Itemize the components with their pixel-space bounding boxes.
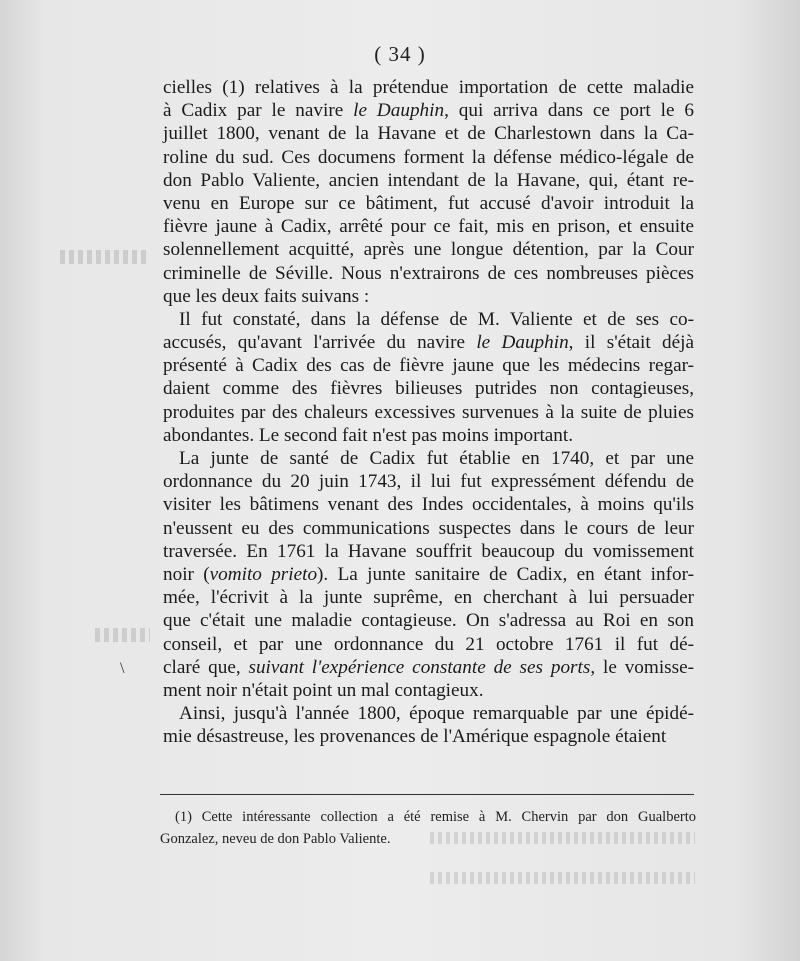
text-line: solennellement acquitté, après une longue détention, par la Cour — [163, 239, 694, 261]
text-line: daient comme des fièvres bilieuses putrides non contagieuses, — [163, 378, 694, 400]
text-line: criminelle de Séville. Nous n'extrairons de ces nombreuses pièces — [163, 262, 694, 284]
text-line: ordonnance du 20 juin 1743, il lui fut expressément défendu de — [163, 471, 694, 493]
show-through-texture — [430, 872, 695, 884]
text-line: venu en Europe sur ce bâtiment, fut accusé d'avoir introduit la — [163, 192, 694, 214]
text-line: que c'était une maladie contagieuse. On s'adressa au Roi en son — [163, 610, 694, 632]
text-line: à Cadix par le navire le Dauphin, qui arriva dans ce port le 6 — [163, 100, 694, 122]
text-line: roline du sud. Ces documens forment la défense médico-légale de — [163, 146, 694, 168]
text-line: claré que, suivant l'expérience constante de ses ports, le vomisse- — [163, 656, 694, 678]
text-line: traversée. En 1761 la Havane souffrit beaucoup du vomissement — [163, 540, 694, 562]
text-line: Ainsi, jusqu'à l'année 1800, époque remarquable par une épidé- — [179, 703, 694, 725]
text-line: n'eussent eu des communications suspectes dans le cours de leur — [163, 517, 694, 539]
text-line: ment noir n'était point un mal contagieux. — [163, 679, 484, 701]
body-text — [163, 76, 694, 748]
margin-mark: \ — [120, 660, 125, 677]
footnote — [160, 806, 696, 850]
text-line: accusés, qu'avant l'arrivée du navire le Dauphin, il s'était déjà — [163, 332, 694, 354]
text-line: noir (vomito prieto). La junte sanitaire de Cadix, en étant infor- — [163, 563, 694, 585]
italic-text: le Dauphin — [476, 332, 569, 354]
italic-text: suivant l'expérience constante de ses ports — [248, 656, 591, 678]
show-through-texture — [95, 628, 150, 642]
text-line: mie désastreuse, les provenances de l'Amérique espagnole étaient — [163, 726, 667, 748]
show-through-texture — [60, 250, 150, 264]
text-line: présenté à Cadix des cas de fièvre jaune que les médecins regar- — [163, 355, 694, 377]
text-line: visiter les bâtimens venant des Indes occidentales, à moins qu'ils — [163, 494, 694, 516]
footnote-line: (1) Cette intéressante collection a été remise à M. Chervin par don Gualberto — [175, 809, 696, 825]
text-line: juillet 1800, venant de la Havane et de Charlestown dans la Ca- — [163, 123, 694, 145]
text-line: produites par des chaleurs excessives survenues à la suite de pluies — [163, 401, 694, 423]
text-line: fièvre jaune à Cadix, arrêté pour ce fait, mis en prison, et ensuite — [163, 216, 694, 238]
italic-text: vomito prieto — [209, 563, 318, 585]
text-line: abondantes. Le second fait n'est pas moins important. — [163, 424, 574, 446]
text-line: don Pablo Valiente, ancien intendant de la Havane, qui, étant re- — [163, 169, 694, 191]
text-line: Il fut constaté, dans la défense de M. Valiente et de ses co- — [179, 308, 694, 330]
italic-text: le Dauphin — [353, 100, 445, 122]
text-line: La junte de santé de Cadix fut établie en 1740, et par une — [179, 448, 694, 469]
text-line: mée, l'écrivit à la junte suprême, en cherchant à lui persuader — [163, 587, 694, 609]
page-number: ( 34 ) — [374, 42, 426, 66]
footnote-rule — [160, 794, 694, 795]
text-line: conseil, et par une ordonnance du 21 octobre 1761 il fut dé- — [163, 633, 694, 655]
footnote-line: Gonzalez, neveu de don Pablo Valiente. — [160, 831, 391, 847]
text-line: que les deux faits suivans : — [163, 285, 370, 307]
text-line: cielles (1) relatives à la prétendue importation de cette maladie — [163, 77, 694, 98]
